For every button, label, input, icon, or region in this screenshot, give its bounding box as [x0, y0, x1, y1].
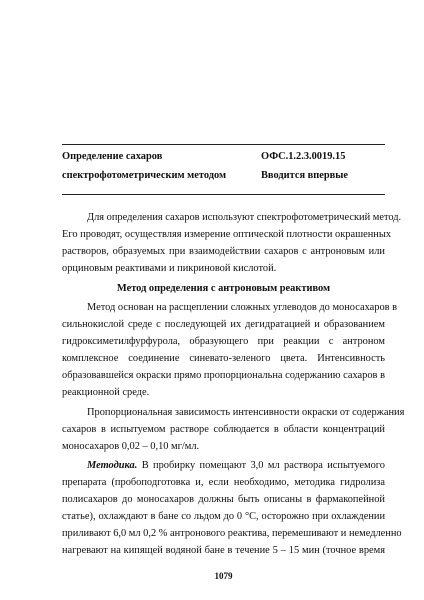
para2-line: комплексное соединение синевато-зеленого цвета. Интенсивность	[62, 353, 385, 364]
header-title-line1: Определение сахаров	[62, 151, 163, 162]
para4-line: нагревают на кипящей водяной бане в течение 5 – 15 мин (точное время	[62, 545, 385, 556]
header-status: Вводится впервые	[261, 170, 348, 181]
para3-line: Пропорциональная зависимость интенсивности окраски от содержания	[87, 407, 405, 418]
para4-first-line	[62, 458, 385, 475]
para2-line: реакционной среде.	[62, 387, 150, 398]
para1-line: Для определения сахаров используют спектрофотометрический метод.	[87, 212, 402, 223]
para2-line: Метод основан на расщеплении сложных углеводов до моносахаров в	[87, 302, 398, 313]
header-top-rule	[62, 144, 385, 145]
header-code: ОФС.1.2.3.0019.15	[261, 151, 346, 162]
para1-line: Его проводят, осуществляя измерение оптической плотности окрашенных	[62, 229, 392, 240]
para2-line: сильнокислой среде с последующей их дегидратацией и образованием	[62, 319, 385, 330]
header-title-line2: спектрофотометрическим методом	[62, 170, 227, 181]
para1-line: растворов, образуемых при взаимодействии сахаров с антроновым или	[62, 246, 385, 257]
page-number: 1079	[214, 571, 233, 581]
para1-line: орциновым реактивами и пикриновой кислотой.	[62, 263, 277, 274]
para2-line: образовавшейся окраски прямо пропорциональна содержанию сахаров в	[62, 370, 385, 381]
para4-line: статье), охлаждают в бане со льдом до 0 °С, осторожно при охлаждении	[62, 511, 385, 522]
header-bottom-rule	[62, 194, 385, 195]
method-label: Методика.	[87, 460, 138, 471]
section-title: Метод определения с антроновым реактивом	[116, 283, 331, 294]
para4-first-rest: В пробирку помещают 3,0 мл раствора испытуемого	[141, 460, 385, 471]
para4-line: приливают 6,0 мл 0,2 % антронового реактива, перемешивают и немедленно	[62, 528, 402, 539]
para4-line: препарата (пробоподготовка и, если необходимо, методика гидролиза	[62, 477, 385, 488]
para4-line: полисахаров до моносахаров должны быть описаны в фармакопейной	[62, 494, 385, 505]
para3-line: моносахаров 0,02 – 0,10 мг/мл.	[62, 441, 200, 452]
para2-line: гидроксиметилфурфурола, образующего при реакции с антроном	[62, 336, 385, 347]
para3-line: сахаров в испытуемом растворе соблюдается в области концентраций	[62, 424, 385, 435]
